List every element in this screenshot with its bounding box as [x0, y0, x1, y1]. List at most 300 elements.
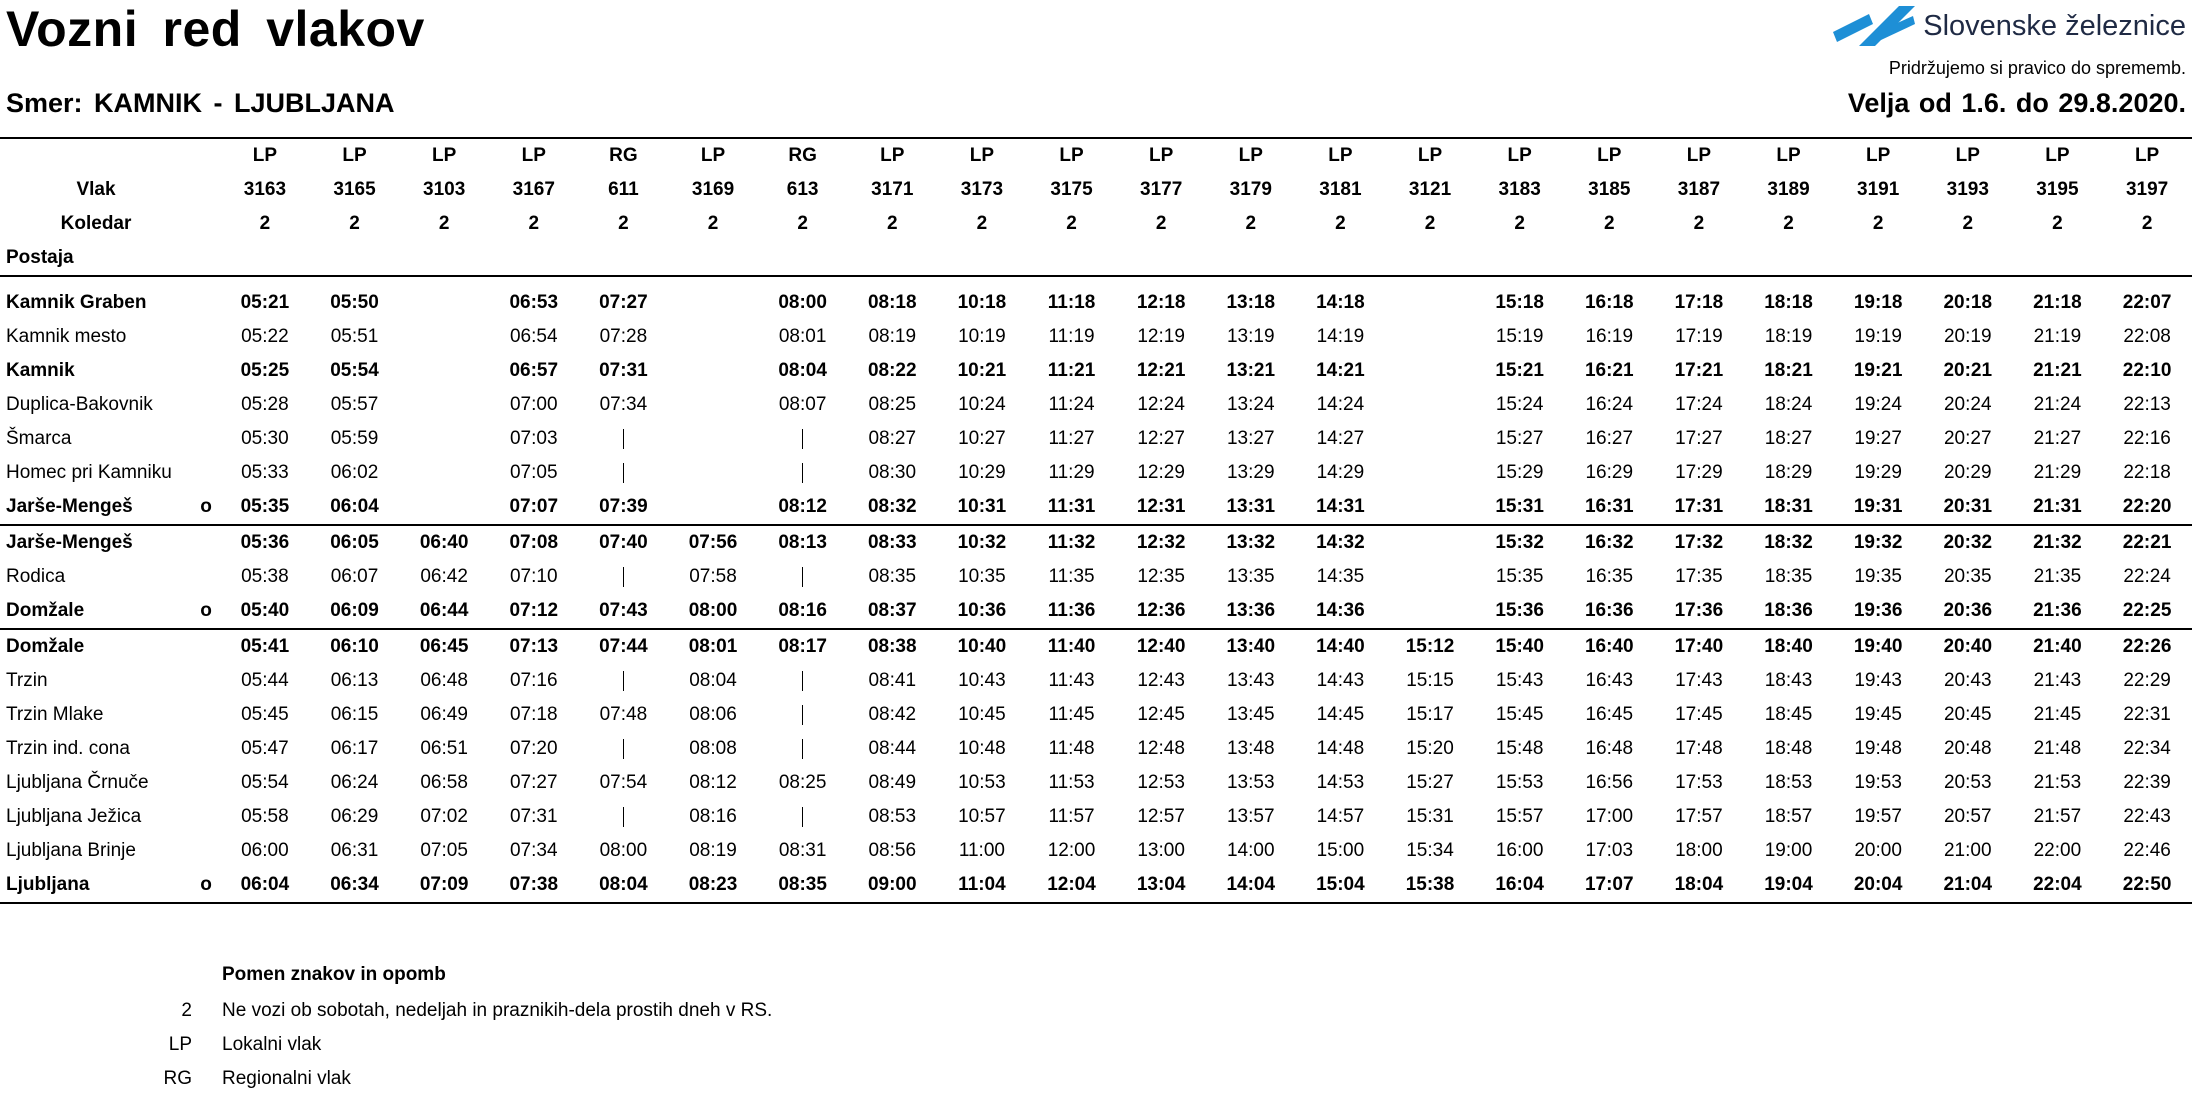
time-cell: 06:07	[330, 566, 379, 587]
time-cell: 10:31	[937, 490, 1027, 525]
train-type: LP	[1744, 138, 1834, 173]
time-cell: 19:21	[1853, 360, 1903, 381]
time-cell: 21:29	[2033, 462, 2082, 483]
station-mark	[192, 800, 220, 834]
time-cell: 18:32	[1764, 532, 1813, 553]
time-cell: 15:00	[1316, 840, 1365, 861]
time-cell: 14:48	[1316, 738, 1365, 759]
time-cell: 13:21	[1226, 360, 1276, 381]
reserve-note: Pridržujemo si pravico do sprememb.	[1888, 58, 2186, 78]
legend-symbol: LP	[168, 1034, 192, 1055]
train-calendar: 2	[1872, 213, 1884, 234]
time-cell: 07:12	[489, 594, 579, 629]
pass-through-bar	[802, 463, 804, 483]
train-calendar: 2	[1335, 213, 1346, 234]
time-cell: 08:42	[868, 704, 917, 725]
legend-symbol: 2	[181, 1000, 192, 1021]
time-cell: 12:31	[1116, 490, 1206, 525]
time-cell: 05:51	[330, 326, 379, 347]
train-number: 3169	[691, 179, 735, 200]
spacer-cell	[668, 276, 758, 286]
time-cell: 15:45	[1495, 704, 1544, 725]
time-cell: 22:18	[2123, 462, 2171, 483]
time-cell: 05:33	[241, 462, 289, 483]
empty-cell	[489, 241, 579, 276]
time-cell: 10:35	[958, 566, 1006, 587]
train-type: LP	[220, 138, 310, 173]
time-cell: 05:36	[240, 532, 290, 553]
train-calendar: 2	[2141, 213, 2153, 234]
time-cell	[668, 422, 758, 456]
time-cell: 13:40	[1226, 636, 1276, 657]
time-cell: 07:02	[420, 806, 468, 827]
spacer-cell	[399, 276, 489, 286]
time-cell: 18:24	[1764, 394, 1813, 415]
time-cell: 08:30	[868, 462, 917, 483]
time-cell	[1385, 560, 1475, 594]
time-cell: 05:22	[241, 326, 289, 347]
time-cell: 06:04	[220, 868, 310, 903]
time-cell: 17:07	[1564, 868, 1654, 903]
train-calendar: 2	[707, 213, 719, 234]
time-cell: 09:00	[847, 868, 937, 903]
time-cell: 08:01	[688, 636, 738, 657]
time-cell: 22:04	[2013, 868, 2103, 903]
time-cell: 06:54	[509, 326, 558, 347]
time-cell: 08:56	[868, 840, 917, 861]
spacer-cell	[1833, 276, 1923, 286]
station-row	[0, 732, 2192, 766]
time-cell	[399, 490, 489, 525]
time-cell: 17:45	[1675, 704, 1723, 725]
time-cell: 16:45	[1585, 704, 1634, 725]
time-cell: 08:07	[778, 394, 827, 415]
mark-cell	[192, 173, 220, 207]
direction-value: KAMNIK - LJUBLJANA	[94, 88, 395, 118]
time-cell: 05:47	[241, 738, 289, 759]
station-name: Šmarca	[6, 428, 72, 449]
time-cell: 19:43	[1854, 670, 1902, 691]
time-cell: 05:30	[241, 428, 289, 449]
time-cell: 15:31	[1475, 490, 1565, 525]
time-cell	[758, 456, 848, 490]
time-cell: 13:27	[1226, 428, 1275, 449]
train-type-row	[0, 138, 2192, 173]
train-number: 611	[608, 179, 639, 200]
time-cell: 16:43	[1585, 670, 1634, 691]
time-cell	[1385, 456, 1475, 490]
time-cell: 08:31	[778, 840, 827, 861]
time-cell: 16:24	[1585, 394, 1634, 415]
time-cell: 08:16	[689, 806, 737, 827]
time-cell: 06:13	[330, 670, 379, 691]
time-cell: 06:48	[420, 670, 468, 691]
time-cell: 19:48	[1854, 738, 1902, 759]
time-cell: 08:01	[778, 326, 827, 347]
time-cell: 08:32	[847, 490, 937, 525]
time-cell: 14:32	[1316, 532, 1365, 553]
time-cell: 12:21	[1136, 360, 1186, 381]
time-cell: 18:27	[1764, 428, 1813, 449]
time-cell: 15:18	[1495, 292, 1544, 313]
time-cell: 19:36	[1833, 594, 1923, 629]
time-cell: 22:08	[2123, 326, 2171, 347]
time-cell: 19:18	[1853, 292, 1903, 313]
spacer-cell	[489, 276, 579, 286]
time-cell: 10:43	[958, 670, 1006, 691]
train-type: LP	[399, 138, 489, 173]
spacer-cell	[1654, 276, 1744, 286]
time-cell: 22:29	[2123, 670, 2171, 691]
time-cell: 12:36	[1116, 594, 1206, 629]
time-cell: 17:57	[1675, 806, 1723, 827]
time-cell: 08:41	[868, 670, 917, 691]
time-cell	[399, 388, 489, 422]
time-cell: 16:18	[1584, 292, 1634, 313]
time-cell: 16:56	[1585, 772, 1634, 793]
empty-cell	[579, 241, 669, 276]
time-cell: 08:00	[778, 292, 827, 313]
time-cell	[399, 286, 489, 320]
station-name: Kamnik mesto	[6, 326, 127, 347]
station-row	[0, 834, 2192, 868]
time-cell: 08:25	[868, 394, 917, 415]
time-cell: 17:27	[1675, 428, 1723, 449]
time-cell: 18:35	[1764, 566, 1813, 587]
train-number: 3173	[960, 179, 1004, 200]
time-cell: 06:24	[330, 772, 379, 793]
time-cell: 08:38	[867, 636, 917, 657]
train-type: LP	[1116, 138, 1206, 173]
train-calendar: 2	[618, 213, 629, 234]
time-cell: 08:00	[599, 840, 648, 861]
time-cell: 16:31	[1564, 490, 1654, 525]
station-name: Domžale	[6, 636, 85, 657]
station-mark	[192, 354, 220, 388]
train-number: 3103	[423, 179, 466, 200]
spacer-cell	[2013, 276, 2103, 286]
train-calendar: 2	[1783, 213, 1794, 234]
time-cell: 07:31	[599, 360, 648, 381]
time-cell: 11:35	[1048, 566, 1095, 587]
time-cell: 13:35	[1226, 566, 1275, 587]
time-cell: 15:20	[1406, 738, 1454, 759]
time-cell: 12:04	[1027, 868, 1117, 903]
train-number: 3171	[871, 179, 914, 200]
train-calendar: 2	[2052, 213, 2063, 234]
time-cell: 20:00	[1854, 840, 1902, 861]
time-cell	[579, 664, 669, 698]
station-name: Ljubljana Črnuče	[6, 772, 149, 793]
station-row	[0, 868, 2192, 903]
time-cell: 13:53	[1226, 772, 1275, 793]
spacer-cell	[310, 276, 400, 286]
time-cell: 12:35	[1137, 566, 1185, 587]
time-cell: 10:21	[957, 360, 1007, 381]
legend-title: Pomen znakov in opomb	[222, 964, 446, 985]
time-cell: 05:35	[220, 490, 310, 525]
spacer-cell	[847, 276, 937, 286]
time-cell: 08:17	[778, 636, 827, 657]
time-cell: 14:45	[1316, 704, 1365, 725]
time-cell: 08:44	[868, 738, 917, 759]
validity-period: Velja od 1.6. do 29.8.2020.	[1847, 88, 2186, 118]
time-cell: 13:00	[1137, 840, 1185, 861]
train-number: 3121	[1408, 179, 1452, 200]
time-cell: 14:40	[1316, 636, 1365, 657]
time-cell: 19:57	[1854, 806, 1902, 827]
empty-cell	[1744, 241, 1834, 276]
time-cell: 21:24	[2033, 394, 2082, 415]
time-cell: 20:27	[1943, 428, 1992, 449]
time-cell: 17:00	[1585, 806, 1634, 827]
empty-cell	[668, 241, 758, 276]
time-cell	[758, 800, 848, 834]
pass-through-bar	[623, 429, 625, 449]
time-cell: 18:19	[1764, 326, 1813, 347]
time-cell: 07:58	[689, 566, 737, 587]
station-name: Jarše-Mengeš	[0, 490, 192, 525]
time-cell: 18:29	[1764, 462, 1813, 483]
time-cell: 05:59	[330, 428, 379, 449]
empty-cell	[1116, 241, 1206, 276]
time-cell: 13:43	[1226, 670, 1275, 691]
time-cell: 06:53	[509, 292, 559, 313]
time-cell: 12:43	[1137, 670, 1185, 691]
time-cell: 11:48	[1048, 738, 1095, 759]
time-cell: 15:32	[1495, 532, 1544, 553]
time-cell: 06:44	[399, 594, 489, 629]
time-cell: 11:57	[1048, 806, 1095, 827]
time-cell: 08:04	[689, 670, 737, 691]
time-cell: 19:00	[1764, 840, 1813, 861]
empty-cell	[847, 241, 937, 276]
time-cell: 07:27	[599, 292, 648, 313]
time-cell: 08:04	[778, 360, 827, 381]
time-cell: 05:58	[241, 806, 289, 827]
pass-through-bar	[802, 671, 804, 691]
station-name: Kamnik	[6, 360, 75, 381]
time-cell: 15:17	[1406, 704, 1454, 725]
time-cell	[1385, 490, 1475, 525]
time-cell: 11:00	[958, 840, 1005, 861]
time-cell	[758, 422, 848, 456]
calendar-row	[0, 207, 2192, 241]
time-cell: 18:48	[1764, 738, 1813, 759]
time-cell: 17:53	[1675, 772, 1723, 793]
spacer-cell	[758, 276, 848, 286]
time-cell: 08:49	[868, 772, 917, 793]
station-row	[0, 560, 2192, 594]
empty-cell	[937, 241, 1027, 276]
time-cell: 15:34	[1406, 840, 1454, 861]
time-cell: 11:40	[1047, 636, 1096, 657]
station-name: Ljubljana Ježica	[6, 806, 142, 827]
station-name: Trzin Mlake	[6, 704, 104, 725]
time-cell: 20:53	[1943, 772, 1992, 793]
time-cell	[758, 560, 848, 594]
time-cell: 19:19	[1854, 326, 1902, 347]
time-cell: 22:34	[2123, 738, 2171, 759]
time-cell: 14:35	[1316, 566, 1365, 587]
train-calendar: 2	[1155, 213, 1167, 234]
time-cell: 10:32	[957, 532, 1007, 553]
time-cell: 12:24	[1137, 394, 1185, 415]
time-cell: 05:38	[241, 566, 289, 587]
time-cell: 22:16	[2123, 428, 2171, 449]
train-number: 3187	[1677, 179, 1721, 200]
spacer-cell	[1296, 276, 1386, 286]
train-calendar: 2	[976, 213, 988, 234]
time-cell	[1385, 354, 1475, 388]
time-cell: 05:28	[241, 394, 289, 415]
time-cell: 07:39	[579, 490, 669, 525]
station-mark	[192, 286, 220, 320]
time-cell: 15:31	[1406, 806, 1454, 827]
time-cell: 20:40	[1943, 636, 1993, 657]
time-cell: 21:00	[1943, 840, 1992, 861]
time-cell: 16:48	[1585, 738, 1634, 759]
time-cell: 21:36	[2013, 594, 2103, 629]
time-cell	[579, 422, 669, 456]
time-cell: 15:21	[1495, 360, 1544, 381]
pass-through-bar	[623, 567, 625, 587]
time-cell: 11:24	[1048, 394, 1095, 415]
train-type: LP	[1564, 138, 1654, 173]
time-cell: 12:29	[1137, 462, 1185, 483]
station-name: Ljubljana	[0, 868, 192, 903]
time-cell: 08:25	[778, 772, 827, 793]
time-cell: 06:04	[310, 490, 400, 525]
time-cell: 16:21	[1584, 360, 1634, 381]
time-cell: 07:13	[509, 636, 559, 657]
time-cell: 21:04	[1923, 868, 2013, 903]
time-cell: 05:54	[330, 360, 379, 381]
time-cell: 06:57	[509, 360, 559, 381]
station-row	[0, 456, 2192, 490]
station-row	[0, 800, 2192, 834]
time-cell: 18:00	[1675, 840, 1723, 861]
train-type: LP	[1206, 138, 1296, 173]
spacer-cell	[2102, 276, 2192, 286]
time-cell: 07:28	[599, 326, 648, 347]
time-cell: 17:40	[1674, 636, 1724, 657]
time-cell: 07:38	[489, 868, 579, 903]
time-cell: 14:18	[1316, 292, 1365, 313]
time-cell: 19:32	[1853, 532, 1903, 553]
station-mark	[192, 664, 220, 698]
time-cell: 15:29	[1495, 462, 1544, 483]
time-cell: 08:08	[689, 738, 737, 759]
time-cell: 11:21	[1047, 360, 1096, 381]
time-cell: 15:19	[1495, 326, 1544, 347]
time-cell: 12:53	[1137, 772, 1185, 793]
station-mark	[192, 698, 220, 732]
station-mark: o	[192, 868, 220, 903]
time-cell	[399, 320, 489, 354]
time-cell: 16:04	[1475, 868, 1565, 903]
train-type: LP	[1385, 138, 1475, 173]
time-cell: 05:50	[330, 292, 379, 313]
station-mark	[192, 766, 220, 800]
time-cell: 08:22	[867, 360, 917, 381]
time-cell: 07:48	[599, 704, 648, 725]
time-cell: 11:53	[1048, 772, 1095, 793]
time-cell: 18:40	[1764, 636, 1813, 657]
train-calendar: 2	[1245, 213, 1257, 234]
time-cell: 06:05	[330, 532, 379, 553]
legend-text: Regionalni vlak	[222, 1068, 351, 1089]
train-calendar: 2	[1693, 213, 1705, 234]
time-cell: 20:21	[1943, 360, 1993, 381]
time-cell: 07:34	[509, 840, 558, 861]
station-row	[0, 766, 2192, 800]
time-cell: 22:43	[2123, 806, 2171, 827]
time-cell: 11:19	[1048, 326, 1095, 347]
station-mark	[192, 732, 220, 766]
time-cell	[399, 354, 489, 388]
time-cell: 14:53	[1316, 772, 1365, 793]
train-number: 3193	[1946, 179, 1989, 200]
time-cell: 22:13	[2123, 394, 2171, 415]
time-cell: 08:19	[689, 840, 737, 861]
time-cell: 20:43	[1943, 670, 1992, 691]
time-cell: 22:24	[2123, 566, 2171, 587]
time-cell: 22:00	[2033, 840, 2082, 861]
time-cell: 05:44	[241, 670, 289, 691]
time-cell: 18:04	[1654, 868, 1744, 903]
time-cell: 07:40	[599, 532, 648, 553]
time-cell: 12:27	[1137, 428, 1185, 449]
time-cell: 08:12	[689, 772, 737, 793]
pass-through-bar	[802, 567, 804, 587]
train-number-row	[0, 173, 2192, 207]
station-mark	[192, 629, 220, 664]
station-name: Duplica-Bakovnik	[6, 394, 153, 415]
time-cell: 18:21	[1764, 360, 1813, 381]
time-cell: 12:19	[1137, 326, 1185, 347]
time-cell	[1385, 422, 1475, 456]
legend-item	[0, 1000, 900, 1030]
time-cell: 08:53	[868, 806, 917, 827]
train-type: LP	[489, 138, 579, 173]
time-cell: 16:27	[1585, 428, 1634, 449]
empty-cell	[220, 241, 310, 276]
time-cell	[1385, 525, 1475, 560]
train-number: 3177	[1140, 179, 1183, 200]
time-cell: 16:32	[1584, 532, 1634, 553]
spacer-cell	[1206, 276, 1296, 286]
train-calendar: 2	[349, 213, 360, 234]
time-cell: 14:04	[1206, 868, 1296, 903]
station-row	[0, 664, 2192, 698]
train-calendar: 2	[886, 213, 898, 234]
train-number: 3167	[512, 179, 555, 200]
pass-through-bar	[802, 807, 804, 827]
pass-through-bar	[802, 739, 804, 759]
time-cell: 12:00	[1047, 840, 1096, 861]
time-cell: 19:24	[1854, 394, 1902, 415]
time-cell: 14:19	[1316, 326, 1365, 347]
station-column-label: Postaja	[0, 241, 192, 276]
train-calendar: 2	[1962, 213, 1974, 234]
time-cell: 17:29	[1675, 462, 1723, 483]
train-calendar: 2	[1603, 213, 1615, 234]
station-row	[0, 388, 2192, 422]
legend-text: Ne vozi ob sobotah, nedeljah in praznikih-dela prostih dneh v RS.	[222, 1000, 773, 1021]
time-cell: 05:57	[330, 394, 379, 415]
time-cell: 15:24	[1495, 394, 1544, 415]
